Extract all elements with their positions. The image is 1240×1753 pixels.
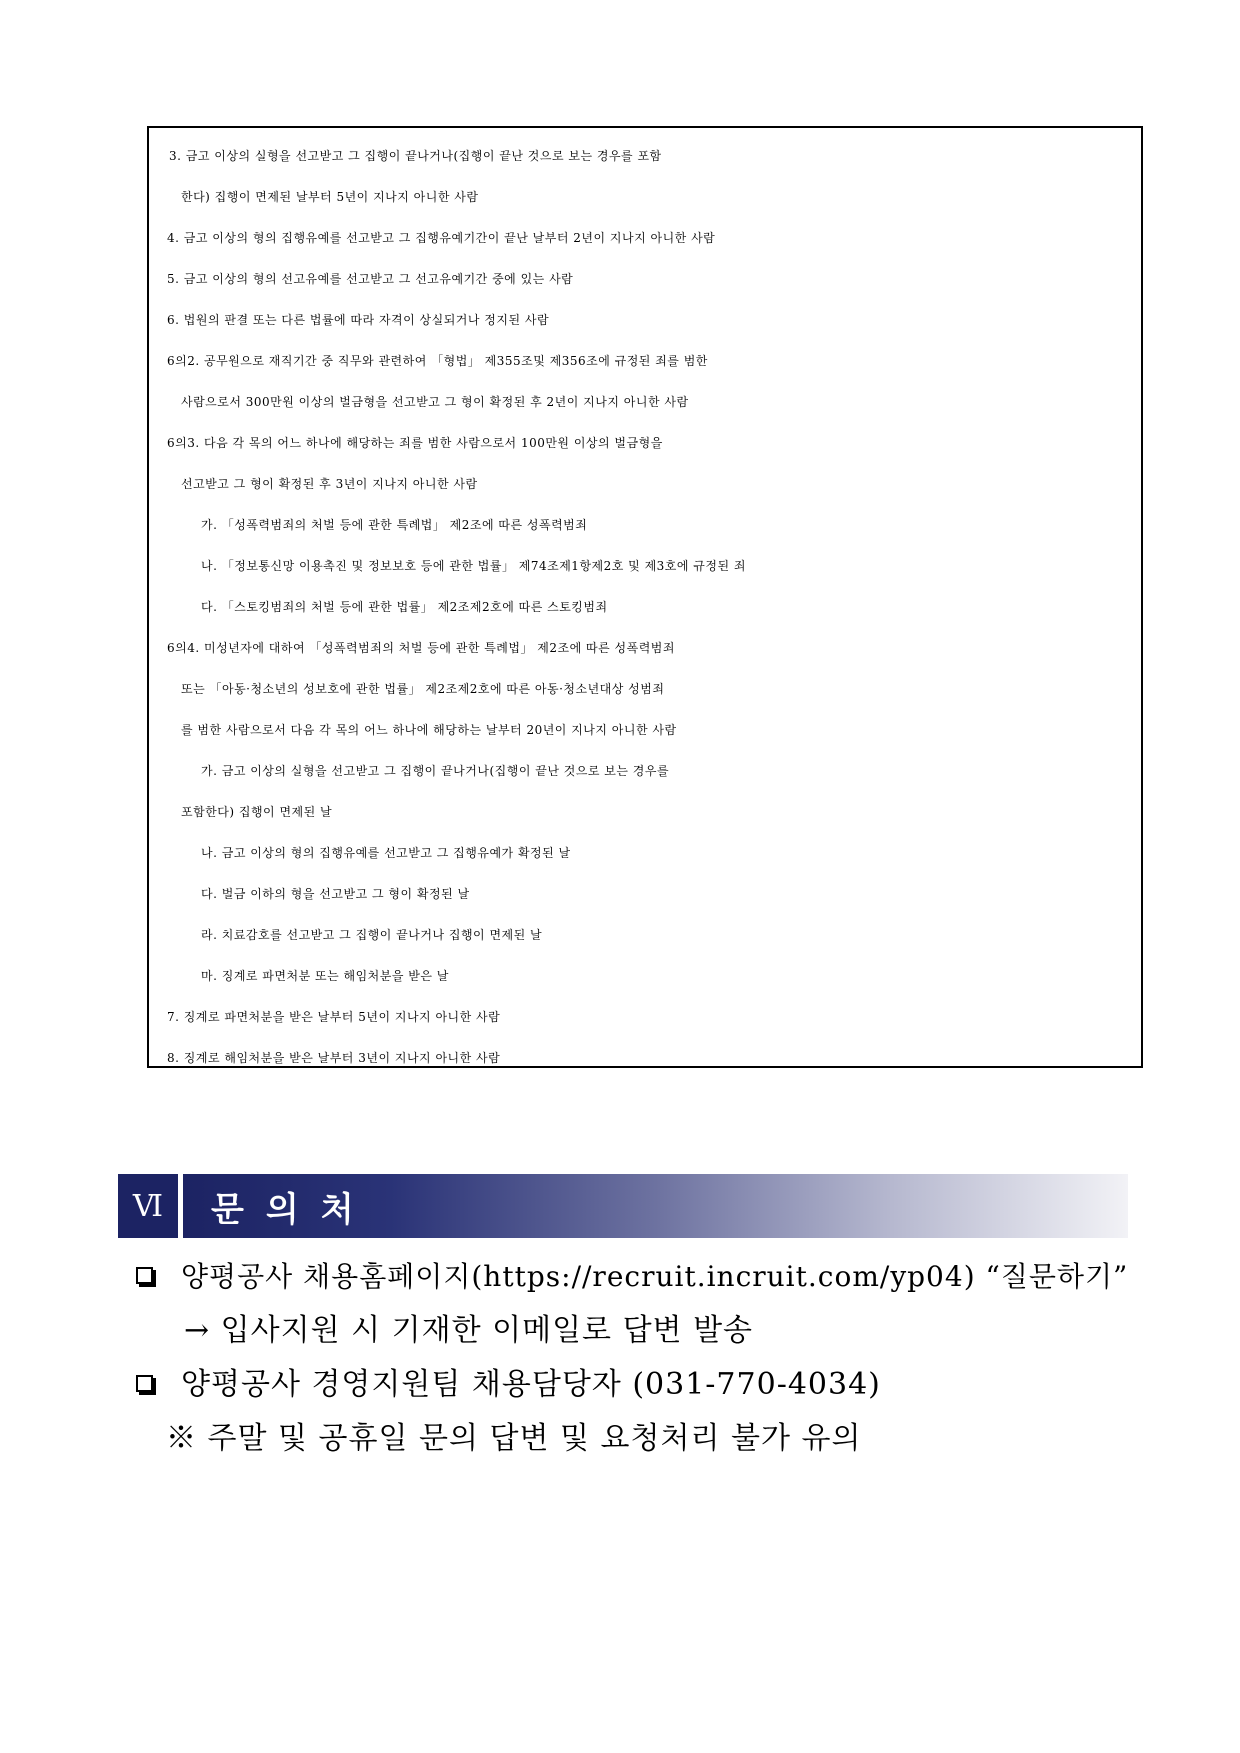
section-header <box>118 1174 1128 1238</box>
list-item: 6의2. 공무원으로 재직기간 중 직무와 관련하여 「형법」 제355조및 제356조에 규정된 죄를 범한 <box>167 354 708 368</box>
list-item: 포함한다) 집행이 면제된 날 <box>181 805 333 819</box>
contact-item-homepage <box>136 1250 1136 1304</box>
list-item: 나. 「정보통신망 이용촉진 및 정보보호 등에 관한 법률」 제74조제1항제2호 및 제3호에 규정된 죄 <box>201 559 746 573</box>
checkbox-bullet-icon <box>136 1375 153 1392</box>
contact-homepage-note: → 입사지원 시 기재한 이메일로 답변 발송 <box>184 1313 754 1348</box>
contact-weekend-note: ※ 주말 및 공휴일 문의 답변 및 요청처리 불가 유의 <box>166 1421 862 1456</box>
list-item: 5. 금고 이상의 형의 선고유예를 선고받고 그 선고유예기간 중에 있는 사람 <box>167 272 574 286</box>
list-item: 사람으로서 300만원 이상의 벌금형을 선고받고 그 형이 확정된 후 2년이 지나지 아니한 사람 <box>181 395 689 409</box>
list-item: 나. 금고 이상의 형의 집행유예를 선고받고 그 집행유예가 확정된 날 <box>201 846 571 860</box>
list-item: 가. 「성폭력범죄의 처벌 등에 관한 특례법」 제2조에 따른 성폭력범죄 <box>201 518 588 532</box>
section-number: Ⅵ <box>118 1174 178 1238</box>
list-item: 4. 금고 이상의 형의 집행유예를 선고받고 그 집행유예기간이 끝난 날부터 2년이 지나지 아니한 사람 <box>167 231 716 245</box>
list-item: 다. 「스토킹범죄의 처벌 등에 관한 법률」 제2조제2호에 따른 스토킹범죄 <box>201 600 608 614</box>
list-item: 8. 징계로 해임처분을 받은 날부터 3년이 지나지 아니한 사람 <box>167 1051 501 1065</box>
list-item: 를 범한 사람으로서 다음 각 목의 어느 하나에 해당하는 날부터 20년이 지나지 아니한 사람 <box>181 723 677 737</box>
list-item: 6. 법원의 판결 또는 다른 법률에 따라 자격이 상실되거나 정지된 사람 <box>167 313 550 327</box>
list-item: 한다) 집행이 면제된 날부터 5년이 지나지 아니한 사람 <box>181 190 479 204</box>
list-item: 마. 징계로 파면처분 또는 해임처분을 받은 날 <box>201 969 449 983</box>
contact-homepage-text: 양평공사 채용홈페이지(https://recruit.incruit.com/yp04) “질문하기” <box>181 1260 1129 1293</box>
section-title: 문의처 <box>183 1174 1128 1238</box>
contact-item-phone <box>136 1358 1136 1412</box>
list-item: 6의3. 다음 각 목의 어느 하나에 해당하는 죄를 범한 사람으로서 100만원 이상의 벌금형을 <box>167 436 663 450</box>
list-item: 7. 징계로 파면처분을 받은 날부터 5년이 지나지 아니한 사람 <box>167 1010 501 1024</box>
disqualification-box <box>147 126 1143 1068</box>
checkbox-bullet-icon <box>136 1267 153 1284</box>
list-item: 가. 금고 이상의 실형을 선고받고 그 집행이 끝나거나(집행이 끝난 것으로 보는 경우를 <box>201 764 670 778</box>
disqualification-list <box>149 136 1141 1079</box>
contact-phone-text: 양평공사 경영지원팀 채용담당자 (031-770-4034) <box>181 1367 881 1402</box>
list-item: 6의4. 미성년자에 대하여 「성폭력범죄의 처벌 등에 관한 특례법」 제2조에 따른 성폭력범죄 <box>167 641 675 655</box>
list-item: 라. 치료감호를 선고받고 그 집행이 끝나거나 집행이 면제된 날 <box>201 928 543 942</box>
list-item: 선고받고 그 형이 확정된 후 3년이 지나지 아니한 사람 <box>181 477 478 491</box>
list-item: 3. 금고 이상의 실형을 선고받고 그 집행이 끝나거나(집행이 끝난 것으로 보는 경우를 포함 <box>169 149 662 163</box>
list-item: 다. 벌금 이하의 형을 선고받고 그 형이 확정된 날 <box>201 887 470 901</box>
list-item: 또는 「아동·청소년의 성보호에 관한 법률」 제2조제2호에 따른 아동·청소년대상 성범죄 <box>181 682 665 696</box>
contact-info <box>136 1250 1136 1466</box>
